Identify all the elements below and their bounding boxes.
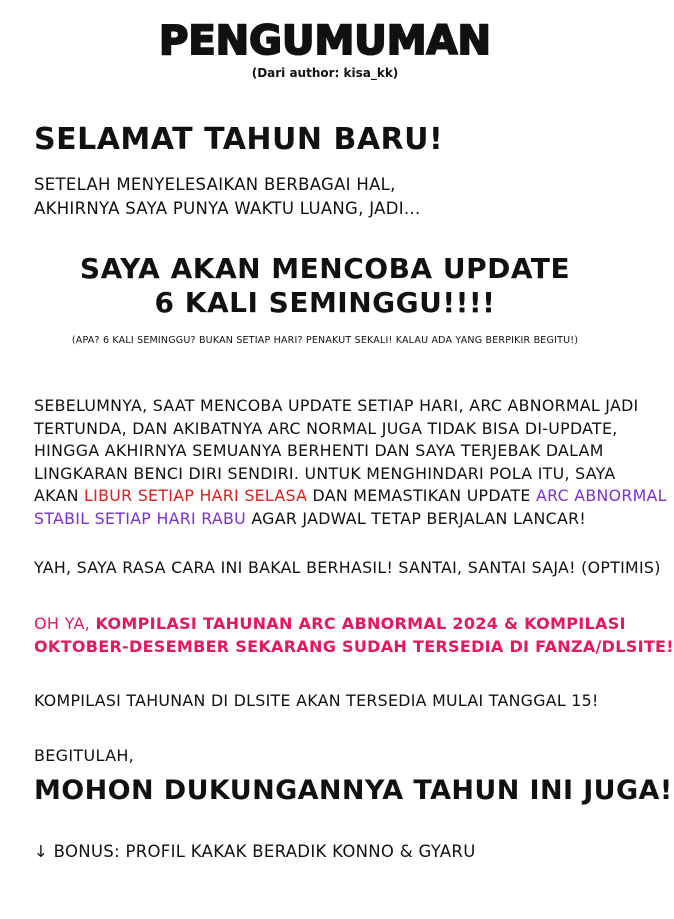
announcement-title: PENGUMUMAN	[159, 18, 491, 64]
intro-paragraph	[34, 173, 421, 221]
closing-lead: BEGITULAH,	[34, 746, 135, 765]
dlsite-paragraph: KOMPILASI TAHUNAN DI DLSITE AKAN TERSEDIA MULAI TANGGAL 15!	[34, 691, 599, 710]
closing-statement: MOHON DUKUNGANNYA TAHUN INI JUGA!	[34, 775, 673, 806]
text-span: AGAR JADWAL TETAP BERJALAN LANCAR!	[246, 508, 586, 528]
bonus-note: ↓ BONUS: PROFIL KAKAK BERADIK KONNO & GYARU	[34, 842, 476, 861]
paragraph-line: SEBELUMNYA, SAAT MENCOBA UPDATE SETIAP HARI, ARC ABNORMAL JADI	[34, 396, 639, 415]
paragraph-line: HINGGA AKHIRNYA SEMUANYA BERHENTI DAN SAYA TERJEBAK DALAM	[34, 441, 604, 460]
intro-line: AKHIRNYA SAYA PUNYA WAKTU LUANG, JADI...	[34, 199, 421, 218]
compilation-paragraph	[34, 612, 674, 658]
tuesday-off-highlight: LIBUR SETIAP HARI SELASA	[84, 486, 308, 505]
compilation-highlight: KOMPILASI TAHUNAN ARC ABNORMAL 2024 & KOMPILASI	[95, 614, 626, 633]
update-headline	[0, 252, 650, 320]
paragraph-line: LINGKARAN BENCI DIRI SENDIRI. UNTUK MENGHINDARI POLA ITU, SAYA	[34, 463, 616, 483]
text-span: AKAN	[34, 486, 85, 505]
schedule-paragraph	[34, 395, 667, 530]
text-span: DAN MEMASTIKAN UPDATE	[307, 486, 536, 505]
paragraph-line: TERTUNDA, DAN AKIBATNYA ARC NORMAL JUGA TIDAK BISA DI-UPDATE,	[34, 418, 618, 438]
headline-line: SAYA AKAN MENCOBA UPDATE	[79, 252, 571, 285]
paragraph-line	[34, 485, 667, 508]
new-year-greeting: SELAMAT TAHUN BARU!	[34, 122, 444, 157]
paragraph-line	[34, 508, 667, 531]
author-credit: (Dari author: kisa_kk)	[251, 66, 399, 80]
wednesday-update-highlight: ARC ABNORMAL	[536, 486, 667, 505]
aside-note: (APA? 6 KALI SEMINGGU? BUKAN SETIAP HARI? PENAKUT SEKALI! KALAU ADA YANG BERPIKIR BEGITU!)	[71, 335, 579, 346]
optimism-paragraph: YAH, SAYA RASA CARA INI BAKAL BERHASIL! SANTAI, SANTAI SAJA! (OPTIMIS)	[34, 558, 661, 577]
paragraph-line	[34, 612, 674, 635]
headline-line: 6 KALI SEMINGGU!!!!	[154, 286, 496, 319]
compilation-highlight: OKTOBER-DESEMBER SEKARANG SUDAH TERSEDIA DI FANZA/DLSITE!	[34, 637, 674, 656]
intro-line: SETELAH MENYELESAIKAN BERBAGAI HAL,	[34, 175, 396, 194]
text-span: OH YA,	[34, 614, 96, 633]
wednesday-update-highlight: STABIL SETIAP HARI RABU	[34, 508, 247, 528]
